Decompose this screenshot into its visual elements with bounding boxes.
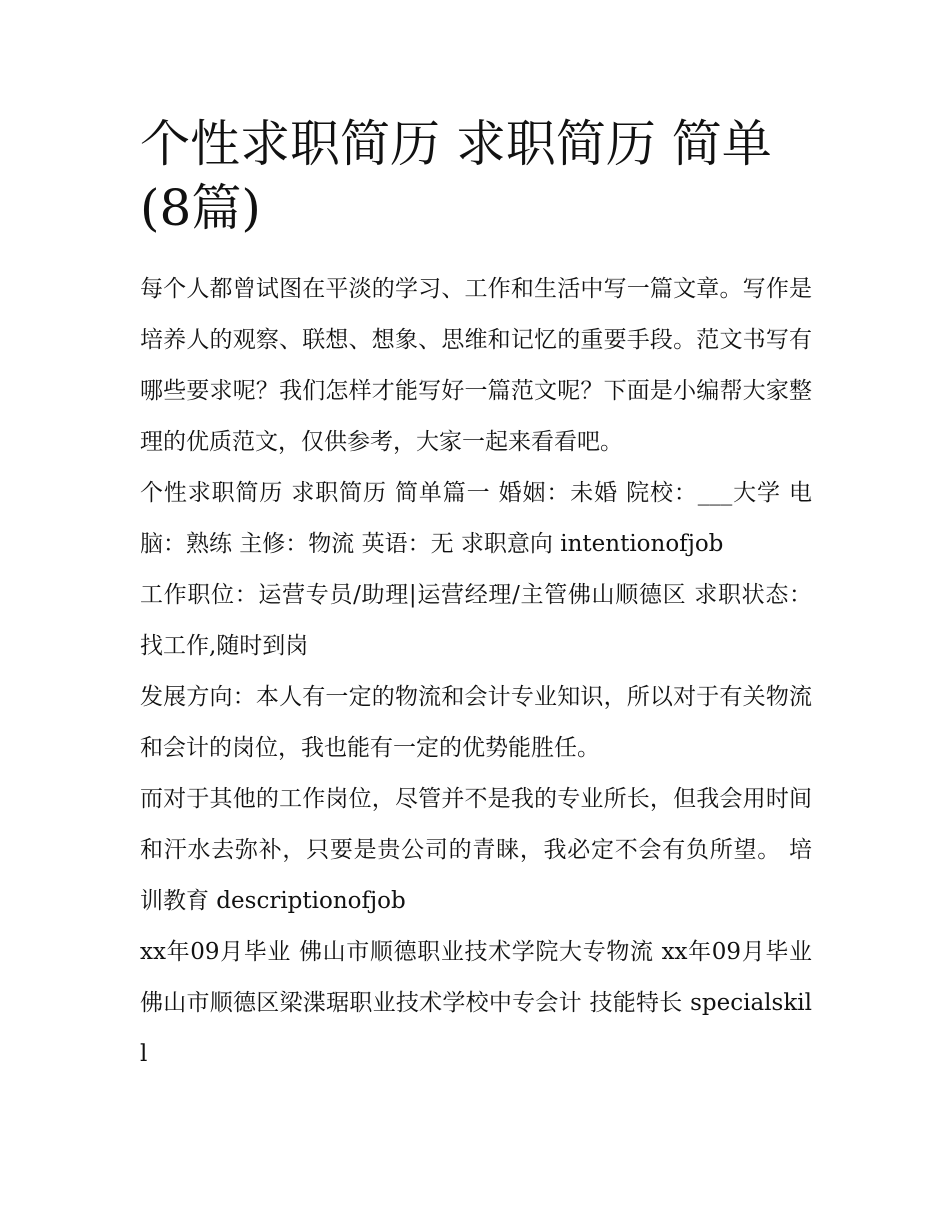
paragraph-education: xx年09月毕业 佛山市顺德职业技术学院大专物流 xx年09月毕业 佛山市顺德区梁渫琚职业技术学校中专会计 技能特长 specialskill (140, 939, 812, 1067)
paragraph-basic-info: 个性求职简历 求职简历 简单篇一 婚姻：未婚 院校：___大学 电脑：熟练 主修：物流 英语：无 求职意向 intentionofjob (140, 480, 812, 557)
document-body (140, 264, 812, 1080)
paragraph-job-position: 工作职位：运营专员/助理|运营经理/主管佛山顺德区 求职状态：找工作,随时到岗 (140, 582, 812, 659)
paragraph-intro: 每个人都曾试图在平淡的学习、工作和生活中写一篇文章。写作是培养人的观察、联想、想象、思维和记忆的重要手段。范文书写有哪些要求呢？我们怎样才能写好一篇范文呢？下面是小编帮大家整理的优质范文，仅供参考，大家一起来看看吧。 (140, 276, 812, 455)
paragraph-other-positions: 而对于其他的工作岗位，尽管并不是我的专业所长，但我会用时间和汗水去弥补，只要是贵公司的青睐，我必定不会有负所望。 培训教育 descriptionofjob (140, 786, 812, 914)
document-page (140, 112, 812, 1080)
document-title: 个性求职简历 求职简历 简单(8篇) (140, 115, 772, 237)
paragraph-development: 发展方向：本人有一定的物流和会计专业知识，所以对于有关物流和会计的岗位，我也能有一定的优势能胜任。 (140, 684, 812, 761)
